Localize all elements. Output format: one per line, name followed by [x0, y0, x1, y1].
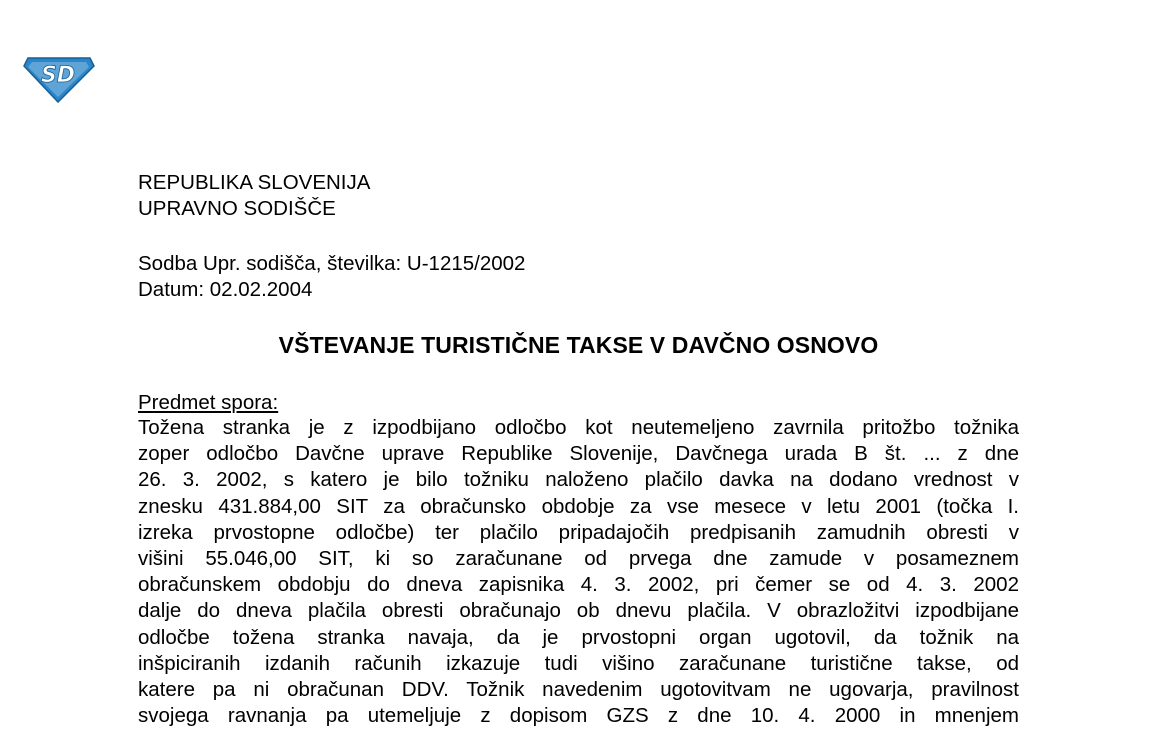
paragraph-line: znesku 431.884,00 SIT za obračunsko obdobje za vse mesece v letu 2001 (točka I. — [138, 494, 1019, 518]
court-header — [138, 170, 370, 222]
case-info — [138, 251, 525, 303]
paragraph-line: Tožena stranka je z izpodbijano odločbo kot neutemeljeno zavrnila pritožbo tožnika — [138, 416, 1019, 439]
case-number-line: Sodba Upr. sodišča, številka: U-1215/2002 — [138, 252, 526, 275]
paragraph-line: obračunskem obdobju do dneva zapisnika 4. 3. 2002, pri čemer se od 4. 3. 2002 — [138, 573, 1019, 597]
paragraph-line: 26. 3. 2002, s katero je bilo tožniku naloženo plačilo davka na dodano vrednost v — [138, 468, 1019, 492]
court-logo — [22, 50, 96, 104]
subject-paragraph — [138, 415, 1019, 729]
paragraph-line: odločbe tožena stranka navaja, da je prvostopni organ ugotovil, da tožnik na — [138, 625, 1019, 649]
paragraph-line: zoper odločbo Davčne uprave Republike Slovenije, Davčnega urada B št. ... z dne — [138, 442, 1019, 466]
logo-lettering: SD — [40, 63, 76, 88]
republic-line: REPUBLIKA SLOVENIJA — [138, 171, 371, 194]
subject-heading: Predmet spora: — [138, 391, 279, 414]
paragraph-line: svojega ravnanja pa utemeljuje z dopisom GZS z dne 10. 4. 2000 in mnenjem — [138, 704, 1019, 728]
paragraph-line: izreka prvostopne odločbe) ter plačilo pripadajočih predpisanih zamudnih obresti v — [138, 520, 1019, 544]
court-name-line: UPRAVNO SODIŠČE — [138, 197, 336, 220]
case-date-line: Datum: 02.02.2004 — [138, 278, 313, 301]
paragraph-line: inšpiciranih izdanih računih izkazuje tudi višino zaračunane turistične takse, od — [138, 651, 1019, 675]
paragraph-line: katere pa ni obračunan DDV. Tožnik navedenim ugotovitvam ne ugovarja, pravilnost — [138, 677, 1019, 701]
document-title: VŠTEVANJE TURISTIČNE TAKSE V DAVČNO OSNOVO — [278, 332, 879, 358]
paragraph-line: dalje do dneva plačila obresti obračunajo ob dnevu plačila. V obrazložitvi izpodbijane — [138, 599, 1019, 623]
paragraph-line: višini 55.046,00 SIT, ki so zaračunane od prvega dne zamude v posameznem — [138, 546, 1019, 570]
shield-logo-icon — [22, 50, 96, 104]
